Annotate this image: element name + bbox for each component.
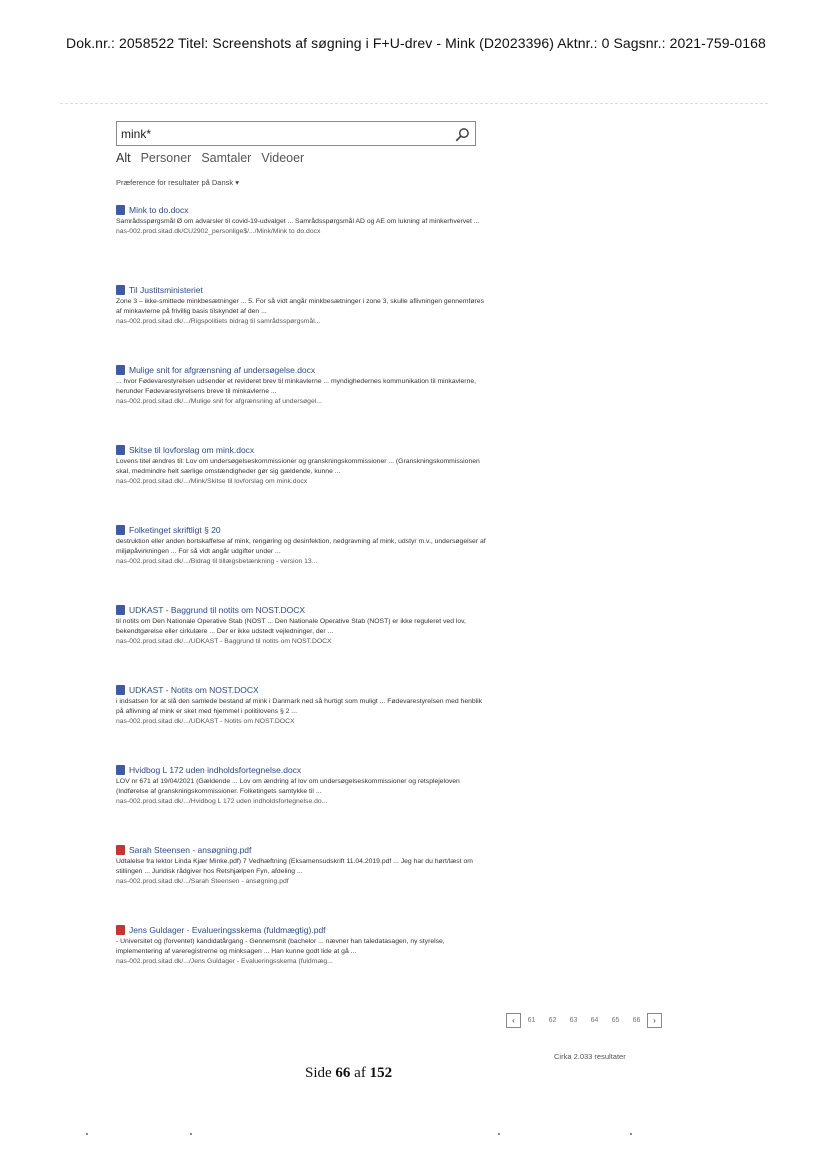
page-total: 152: [369, 1065, 393, 1081]
result-title: UDKAST - Baggrund til notits om NOST.DOCX: [129, 604, 306, 615]
result-snippet: ... hvor Fødevarestyrelsen udsender et revideret brev til minkavlerne ... myndighedernes kommunikation til minkavlerne, herunder Fødevarestyrelsens breve til minkavlerne ...: [116, 378, 477, 395]
scan-mark: [190, 1133, 192, 1135]
result-item: [116, 603, 486, 683]
word-file-icon: [116, 765, 125, 775]
tab-videoer[interactable]: Videoer: [261, 151, 305, 165]
result-item: [116, 523, 486, 603]
result-title: UDKAST - Notits om NOST.DOCX: [129, 684, 259, 695]
search-tabs: [116, 151, 314, 165]
page-link[interactable]: 64: [590, 1017, 599, 1024]
result-path[interactable]: nas-002.prod.sitad.dk/.../Hvidbog L 172 uden indholdsfortegnelse.do...: [116, 797, 328, 805]
result-item: [116, 443, 486, 523]
result-snippet: Samrådsspørgsmål Ø om advarsler til covid-19-udvalget ... Samrådsspørgsmål AD og AE om lukning af minkerhvervet ...: [116, 218, 480, 225]
result-snippet: Lovens titel ændres til: Lov om undersøgelseskommissioner og granskningskommissioner ... (Granskningskommissionen skal, medmindre helt særlige omstændigheder gør sig gældende, kunne ...: [116, 458, 480, 475]
result-item: [116, 683, 486, 763]
page-link-current[interactable]: 66: [632, 1017, 641, 1024]
search-box: [116, 121, 476, 146]
result-snippet: i indsatsen for at slå den samlede bestand af mink i Danmark ned så hurtigt som muligt ... Fødevarestyrelsen med henblik på aflivning af mink er sket med hjemmel i politilovens § 2 ...: [116, 698, 483, 715]
result-path[interactable]: nas-002.prod.sitad.dk/.../Mulige snit for afgrænsning af undersøgel...: [116, 397, 322, 405]
result-title: Jens Guldager - Evalueringsskema (fuldmægtig).pdf: [129, 924, 326, 935]
results-list: [116, 203, 486, 1003]
result-path[interactable]: nas-002.prod.sitad.dk/.../Sarah Steensen - ansøgning.pdf: [116, 877, 289, 885]
result-item: [116, 763, 486, 843]
result-path[interactable]: nas-002.prod.sitad.dk/.../Jens Guldager - Evalueringsskema (fuldmæg...: [116, 957, 333, 965]
result-item: [116, 363, 486, 443]
result-title: Til Justitsministeriet: [129, 284, 203, 295]
word-file-icon: [116, 605, 125, 615]
result-title-link[interactable]: [116, 203, 486, 216]
result-title: Hvidbog L 172 uden indholdsfortegnelse.docx: [129, 764, 302, 775]
word-file-icon: [116, 285, 125, 295]
result-count: Cirka 2.033 resultater: [554, 1052, 626, 1061]
tab-alt[interactable]: Alt: [116, 151, 131, 165]
tab-personer[interactable]: Personer: [140, 151, 192, 165]
result-snippet: LOV nr 671 af 19/04/2021 (Gældende ... Lov om ændring af lov om undersøgelseskommissioner og retsplejeloven (Indførelse af granskningskommissioner. Folketingets samtykke til ...: [116, 778, 460, 795]
result-title: Skitse til lovforslag om mink.docx: [129, 444, 255, 455]
document-header: Dok.nr.: 2058522 Titel: Screenshots af søgning i F+U-drev - Mink (D2023396) Aktnr.: 0 Sagsnr.: 2021-759-0168: [66, 35, 766, 51]
page-link[interactable]: 62: [548, 1017, 557, 1024]
prev-page-button[interactable]: ‹: [506, 1013, 521, 1028]
result-title-link[interactable]: [116, 363, 486, 376]
result-title-link[interactable]: [116, 923, 486, 936]
scan-mark: [498, 1133, 500, 1135]
pdf-file-icon: [116, 925, 125, 935]
language-preference[interactable]: Præference for resultater på Dansk ▾: [116, 178, 239, 187]
next-page-button[interactable]: ›: [647, 1013, 662, 1028]
word-file-icon: [116, 685, 125, 695]
page-footer-prefix: Side: [305, 1065, 336, 1081]
result-snippet: Zone 3 – ikke-smittede minkbesætninger ... 5. For så vidt angår minkbesætninger i zone 3, skulle aflivningen gennemføres af minkavlerne på frivillig basis tilskyndet af den ...: [116, 298, 484, 315]
scan-mark: [86, 1133, 88, 1135]
result-item: [116, 843, 486, 923]
result-title-link[interactable]: [116, 523, 486, 536]
result-snippet: destruktion eller anden bortskaffelse af mink, rengøring og desinfektion, nedgravning af mink, udstyr m.v., undersøgelser af miljøpåvirkningen ... For så vidt angår udgifter under ...: [116, 538, 486, 555]
magnifier-icon: [455, 127, 470, 142]
result-snippet: til notits om Den Nationale Operative Stab (NOST ... Den Nationale Operative Stab (NOST) er ikke reguleret ved lov, bekendtgørelse eller cirkulære ... Der er ikke udstedt vejledninger, der ...: [116, 618, 466, 635]
result-path[interactable]: nas-002.prod.sitad.dk/.../UDKAST - Notits om NOST.DOCX: [116, 717, 295, 725]
result-title: Mulige snit for afgrænsning af undersøgelse.docx: [129, 364, 316, 375]
search-button[interactable]: [452, 124, 472, 144]
result-item: [116, 923, 486, 1003]
scan-mark: [630, 1133, 632, 1135]
result-title-link[interactable]: [116, 603, 486, 616]
pdf-file-icon: [116, 845, 125, 855]
result-title-link[interactable]: [116, 763, 486, 776]
result-path[interactable]: nas-002.prod.sitad.dk/.../UDKAST - Baggrund til notits om NOST.DOCX: [116, 637, 332, 645]
search-input[interactable]: [117, 122, 450, 145]
pagination: [506, 1013, 662, 1028]
page-link[interactable]: 61: [527, 1017, 536, 1024]
word-file-icon: [116, 205, 125, 215]
page-link[interactable]: 65: [611, 1017, 620, 1024]
result-title-link[interactable]: [116, 283, 486, 296]
page-footer: [305, 1065, 392, 1082]
result-title-link[interactable]: [116, 843, 486, 856]
word-file-icon: [116, 445, 125, 455]
page-link[interactable]: 63: [569, 1017, 578, 1024]
page-footer-middle: af: [350, 1065, 370, 1081]
result-snippet: - Universitet og (forventet) kandidatårgang - Gennemsnit (bachelor ... nævner han taledatasagen, ny styrelse, implementering af vareregistrerne og minksagen ... Han kunne godt lide at gå ...: [116, 938, 445, 955]
result-title-link[interactable]: [116, 683, 486, 696]
result-title-link[interactable]: [116, 443, 486, 456]
result-path[interactable]: nas-002.prod.sitad.dk/.../Bidrag til tillægsbetænkning - version 13...: [116, 557, 318, 565]
result-path[interactable]: nas-002.prod.sitad.dk/.../Rigspolitiets bidrag til samrådsspørgsmål...: [116, 317, 321, 325]
word-file-icon: [116, 365, 125, 375]
result-item: [116, 203, 486, 283]
word-file-icon: [116, 525, 125, 535]
result-title: Sarah Steensen - ansøgning.pdf: [129, 844, 252, 855]
result-title: Mink to do.docx: [129, 204, 189, 215]
divider: [60, 103, 768, 104]
result-path[interactable]: nas-002.prod.sitad.dk/.../Mink/Skitse til lovforslag om mink.docx: [116, 477, 308, 485]
tab-samtaler[interactable]: Samtaler: [201, 151, 252, 165]
page-current: 66: [335, 1065, 351, 1081]
result-path[interactable]: nas-002.prod.sitad.dk/CU2902_personlige$/.../Mink/Mink to do.docx: [116, 227, 321, 235]
result-title: Folketinget skriftligt § 20: [129, 524, 221, 535]
result-item: [116, 283, 486, 363]
result-snippet: Udtalelse fra lektor Linda Kjær Minke.pdf) 7 Vedhæftning (Eksamensudskrift 11.04.2019.pdf ... Jeg har du hørt/læst om stillingen ... Juridisk rådgiver hos Retshjælpen Fyn, afdeling ...: [116, 858, 473, 875]
